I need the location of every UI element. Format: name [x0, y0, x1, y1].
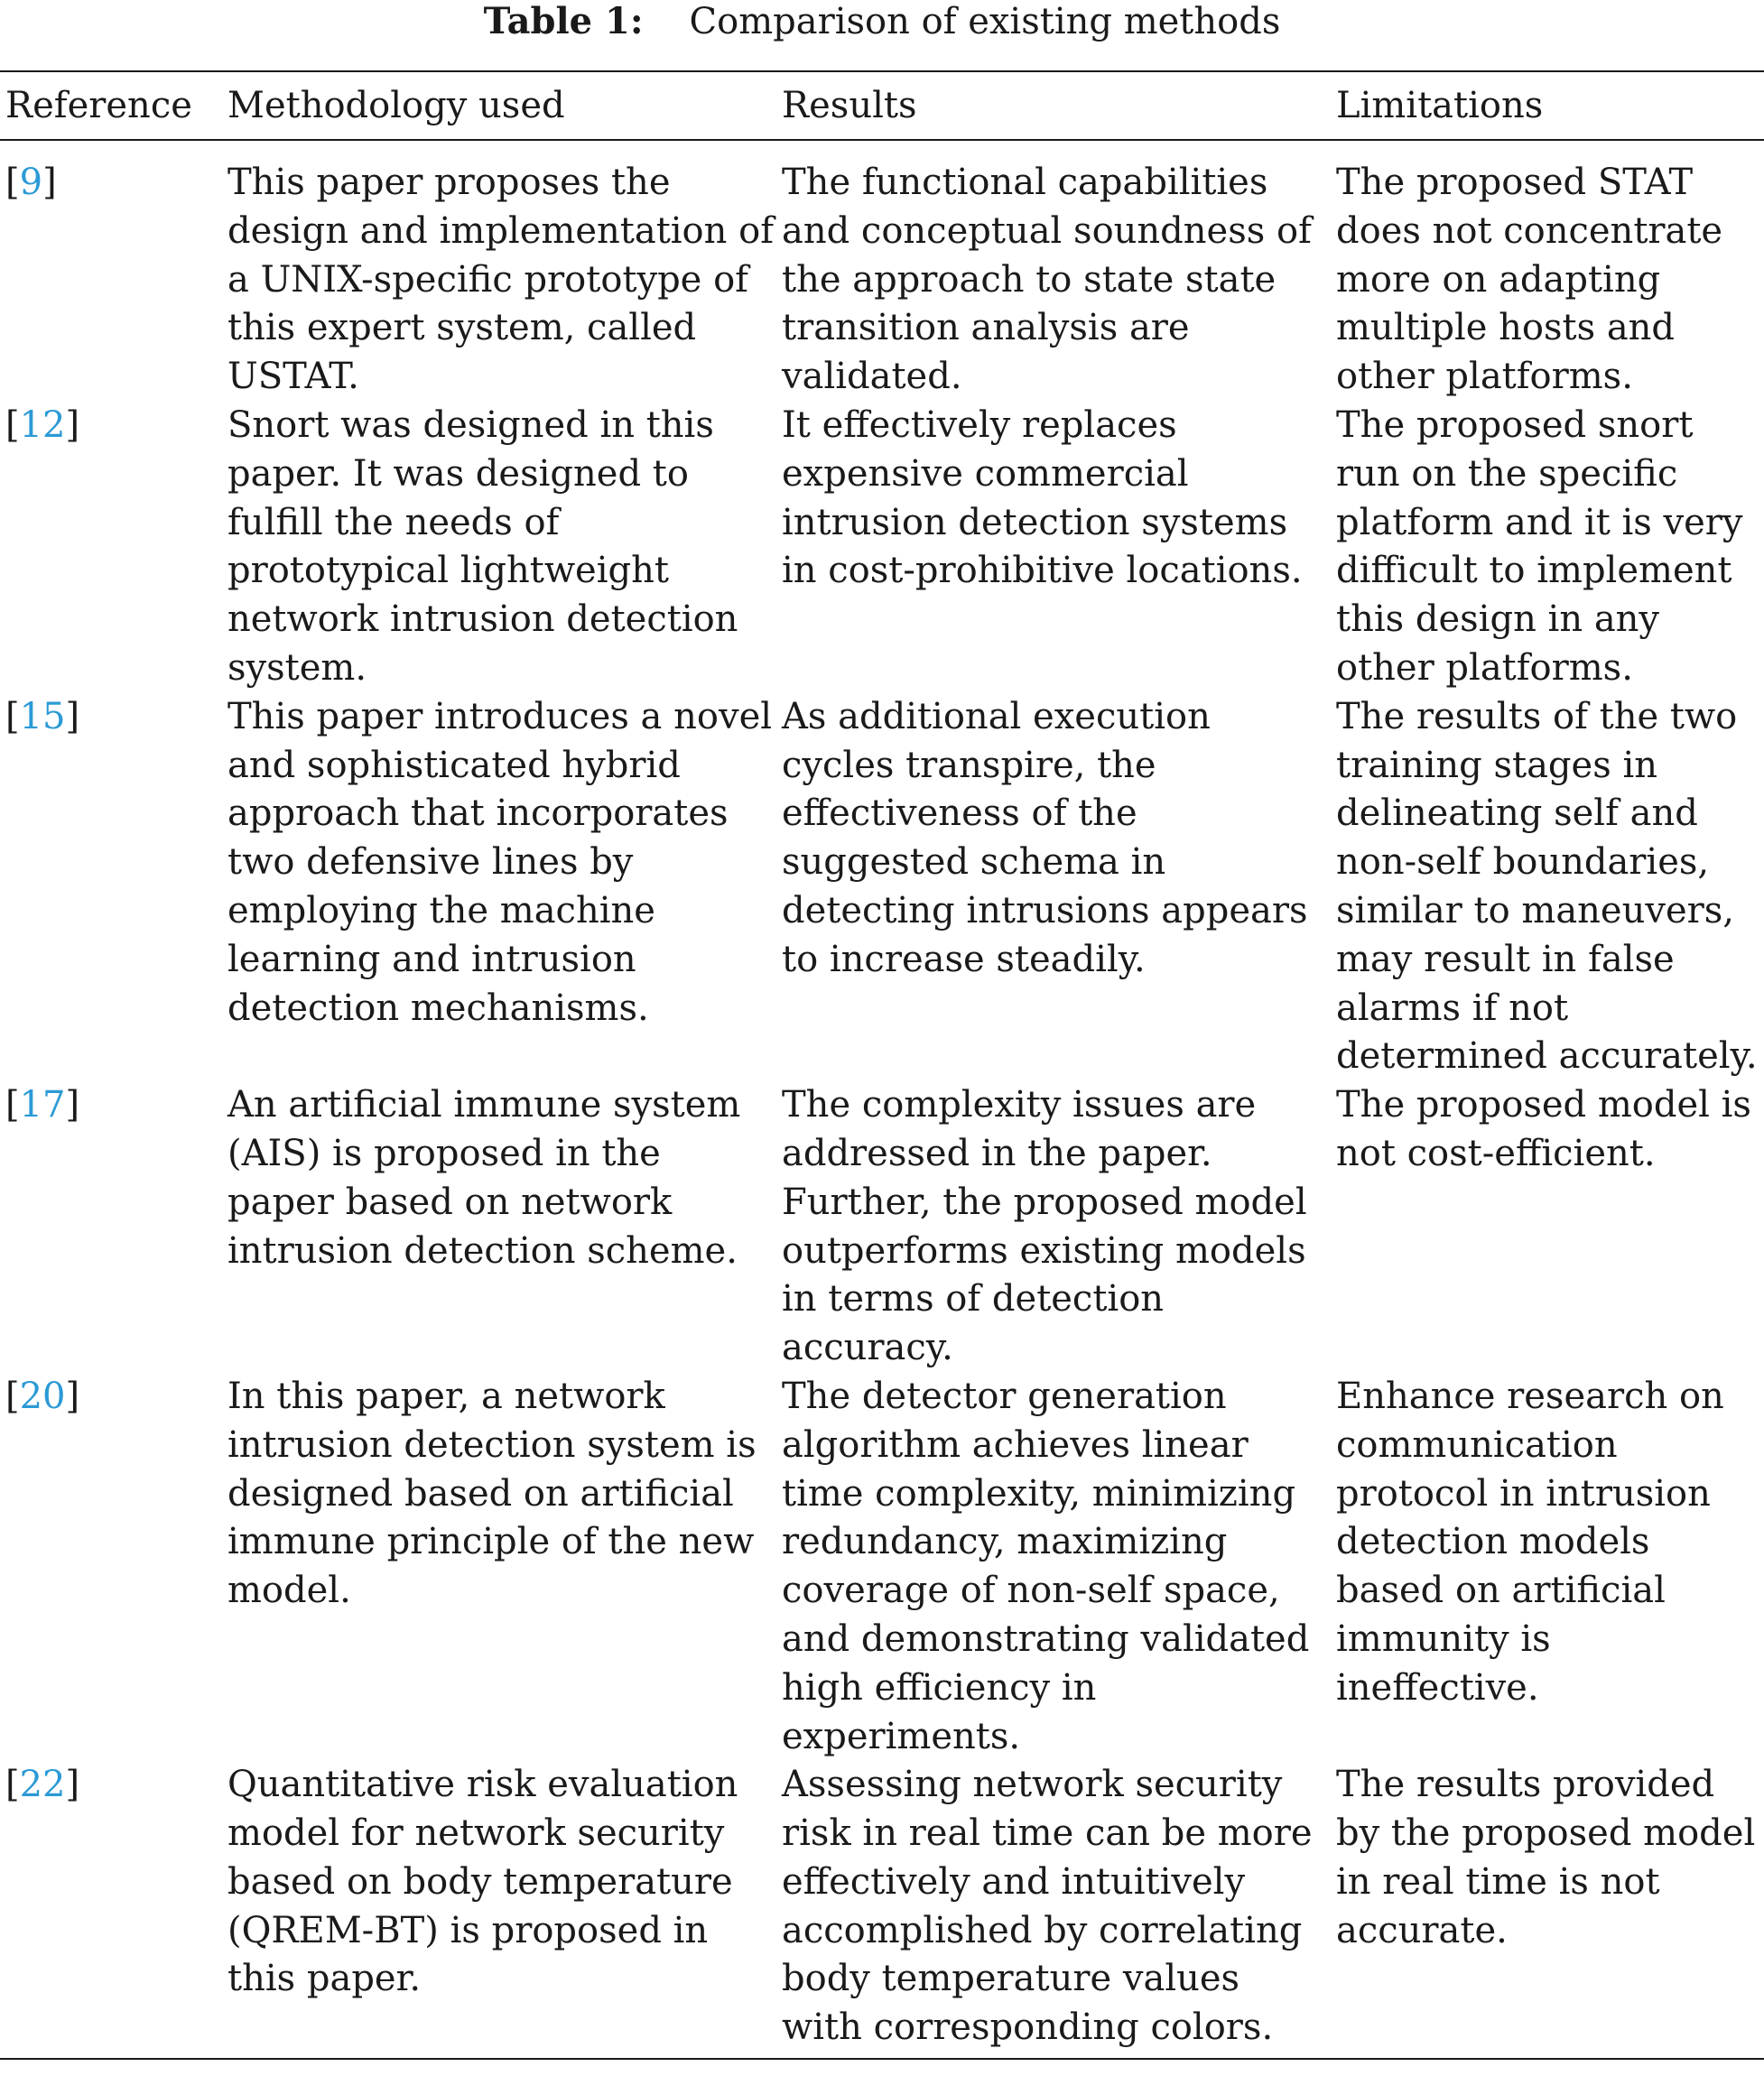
- limitations-cell: The results of the two training stages in delineating self and non-self boundaries, similar to maneuvers, may result in false alarms if not determined accurately.: [1336, 695, 1758, 1078]
- methodology-cell: Quantitative risk evaluation model for network security based on body temperature (QREM-BT) is proposed in this paper.: [222, 1761, 776, 2059]
- bracket-open: [: [5, 162, 20, 203]
- reference-cell: [0, 1373, 222, 1761]
- results-cell: It effectively replaces expensive commercial intrusion detection systems in cost-prohibitive locations.: [782, 403, 1303, 592]
- reference-cell: [0, 1761, 222, 2059]
- bracket-close: ]: [65, 1764, 80, 1806]
- bracket-close: ]: [65, 695, 80, 737]
- comparison-table: [0, 70, 1764, 2060]
- header-methodology: Methodology used: [222, 71, 776, 140]
- table-caption-text: Comparison of existing methods: [689, 1, 1281, 42]
- limitations-cell: Enhance research on communication protocol in intrusion detection models based on artificial immunity is ineffective.: [1336, 1375, 1724, 1709]
- results-cell: The detector generation algorithm achieves linear time complexity, minimizing redundancy, maximizing coverage of non-self space, and demonstrating validated high efficiency in experiments.: [782, 1375, 1310, 1757]
- limitations-cell: The proposed STAT does not concentrate more on adapting multiple hosts and other platforms.: [1336, 162, 1723, 398]
- table-caption-label: Table 1:: [483, 0, 644, 42]
- methodology-cell: This paper introduces a novel and sophisticated hybrid approach that incorporates two defensive lines by employing the machine learning and intrusion detection mechanisms.: [227, 695, 773, 1029]
- bracket-close: ]: [65, 403, 80, 446]
- table-row: [0, 693, 1764, 1081]
- methodology-cell: This paper proposes the design and implementation of a UNIX-specific prototype of this expert system, called USTAT.: [227, 162, 774, 398]
- citation-link[interactable]: 15: [19, 695, 66, 737]
- bracket-close: ]: [42, 162, 57, 203]
- methodology-cell: In this paper, a network intrusion detection system is designed based on artificial immune principle of the new model.: [227, 1375, 757, 1612]
- citation-link[interactable]: 22: [19, 1764, 66, 1806]
- reference-cell: [0, 693, 222, 1081]
- limitations-cell: The proposed model is not cost-efficient.: [1336, 1084, 1751, 1174]
- reference-cell: [0, 1081, 222, 1373]
- limitations-cell: The proposed snort run on the specific platform and it is very difficult to implement this design in any other platforms.: [1336, 403, 1743, 689]
- table-row: [0, 1761, 1764, 2059]
- table-row: [0, 1373, 1764, 1761]
- header-limitations: Limitations: [1331, 71, 1764, 140]
- results-cell: The complexity issues are addressed in the paper. Further, the proposed model outperforms existing models in terms of detection accuracy.: [782, 1084, 1307, 1369]
- bracket-open: [: [5, 695, 20, 737]
- methodology-cell: Snort was designed in this paper. It was designed to fulfill the needs of prototypical lightweight network intrusion detection system.: [227, 403, 738, 689]
- bracket-open: [: [5, 1764, 20, 1806]
- methodology-cell: An artificial immune system (AIS) is proposed in the paper based on network intrusion detection scheme.: [227, 1084, 741, 1272]
- citation-link[interactable]: 17: [19, 1084, 66, 1126]
- bracket-open: [: [5, 1375, 20, 1417]
- reference-cell: [0, 140, 222, 402]
- bracket-close: ]: [65, 1375, 80, 1417]
- table-row: [0, 140, 1764, 402]
- results-cell: As additional execution cycles transpire, the effectiveness of the suggested schema in detecting intrusions appears to increase steadily.: [782, 695, 1308, 980]
- bracket-open: [: [5, 1084, 20, 1126]
- limitations-cell: The results provided by the proposed model in real time is not accurate.: [1331, 1761, 1764, 2059]
- citation-link[interactable]: 9: [19, 162, 43, 203]
- header-results: Results: [776, 71, 1331, 140]
- table-caption: [0, 0, 1764, 43]
- table-row: [0, 402, 1764, 693]
- results-cell: Assessing network security risk in real time can be more effectively and intuitively accomplished by correlating body temperature values with corresponding colors.: [776, 1761, 1331, 2059]
- citation-link[interactable]: 20: [19, 1375, 66, 1417]
- table-header-row: [0, 71, 1764, 140]
- header-reference: Reference: [0, 71, 222, 140]
- citation-link[interactable]: 12: [19, 403, 66, 446]
- table-row: [0, 1081, 1764, 1373]
- bracket-open: [: [5, 403, 20, 446]
- table-caption-spacer: [655, 1, 677, 42]
- reference-cell: [0, 402, 222, 693]
- bracket-close: ]: [65, 1084, 80, 1126]
- results-cell: The functional capabilities and conceptual soundness of the approach to state state transition analysis are validated.: [782, 162, 1312, 398]
